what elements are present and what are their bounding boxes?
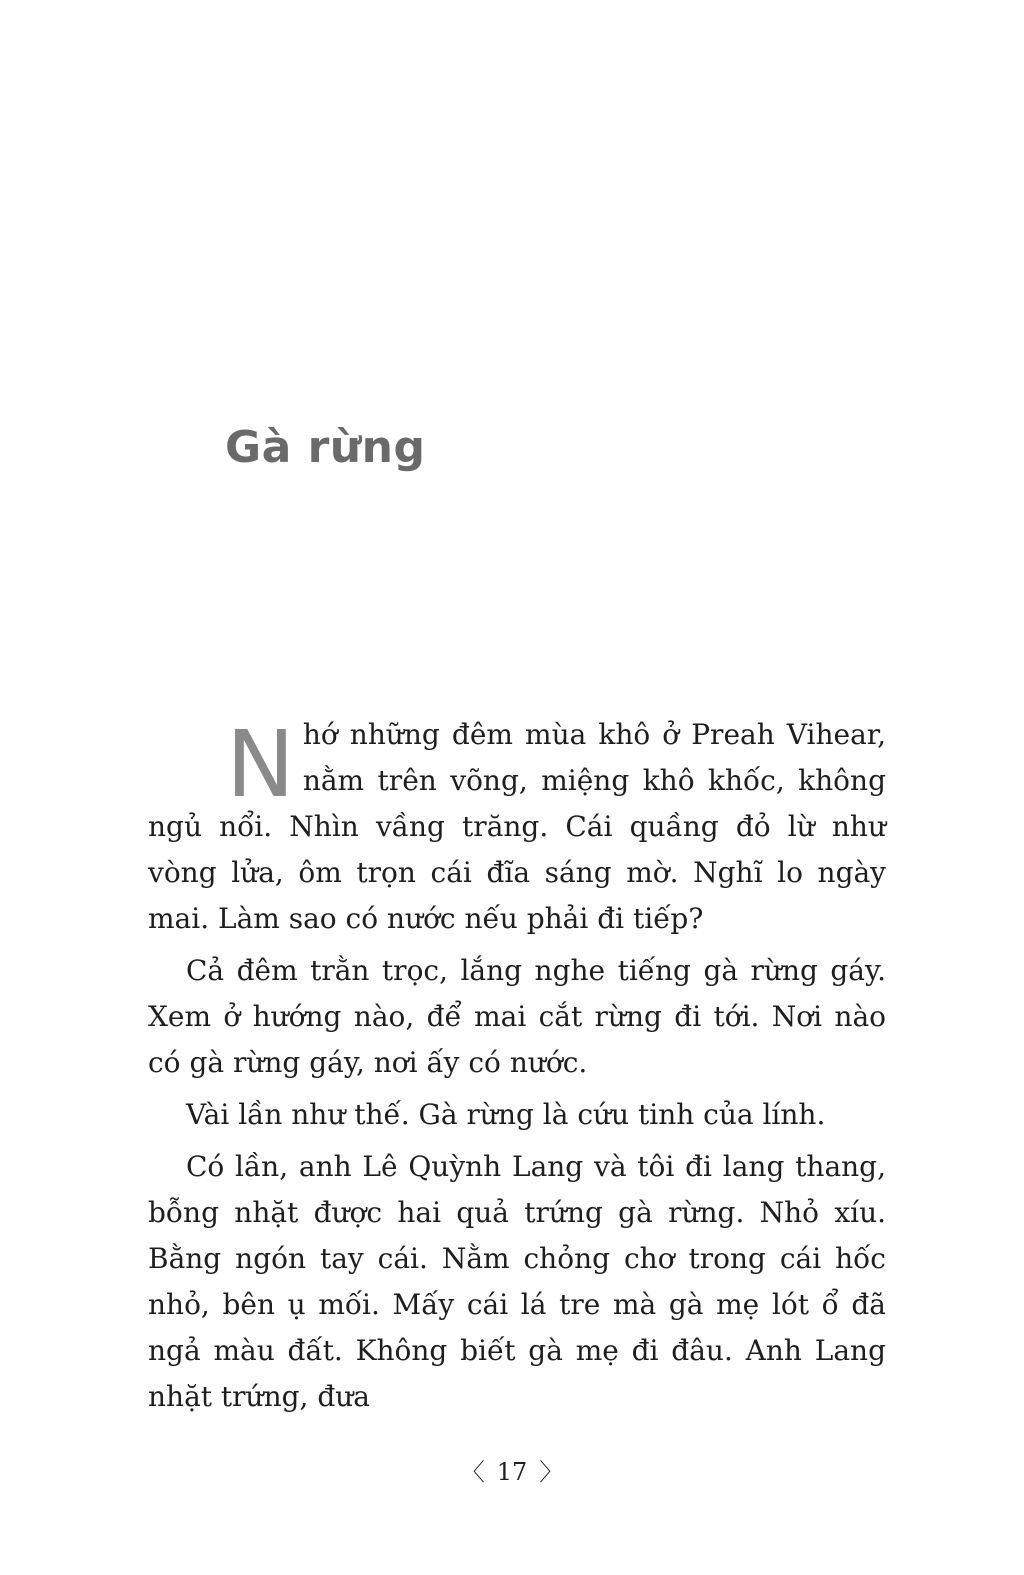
angle-left-icon: 〈 (460, 1458, 485, 1486)
paragraph-4: Có lần, anh Lê Quỳnh Lang và tôi đi lang thang, bỗng nhặt được hai quả trứng gà rừng. Nhỏ xíu. Bằng ngón tay cái. Nằm chỏng chơ trong cái hốc nhỏ, bên ụ mối. Mấy cái lá tre mà gà mẹ lót ổ đã ngả màu đất. Không biết gà mẹ đi đâu. Anh Lang nhặt trứng, đưa (148, 1150, 886, 1413)
chapter-title: Gà rừng (225, 422, 426, 473)
drop-cap: N (226, 711, 295, 818)
angle-right-icon: 〉 (539, 1458, 564, 1486)
paragraph-2: Cả đêm trằn trọc, lắng nghe tiếng gà rừng gáy. Xem ở hướng nào, để mai cắt rừng đi tới. Nơi nào có gà rừng gáy, nơi ấy có nước. (148, 954, 886, 1079)
body-text (148, 712, 886, 1420)
paragraph-1-text: hớ những đêm mùa khô ở Preah Vihear, nằm trên võng, miệng khô khốc, không ngủ nổi. Nhìn vầng trăng. Cái quầng đỏ lừ như vòng lửa, ôm trọn cái đĩa sáng mờ. Nghĩ lo ngày mai. Làm sao có nước nếu phải đi tiếp? (148, 718, 886, 935)
page-number-footer (0, 1456, 1024, 1488)
page-number: 17 (496, 1458, 528, 1486)
paragraph-1 (148, 712, 886, 942)
paragraph-3: Vài lần như thế. Gà rừng là cứu tinh của lính. (186, 1098, 826, 1131)
